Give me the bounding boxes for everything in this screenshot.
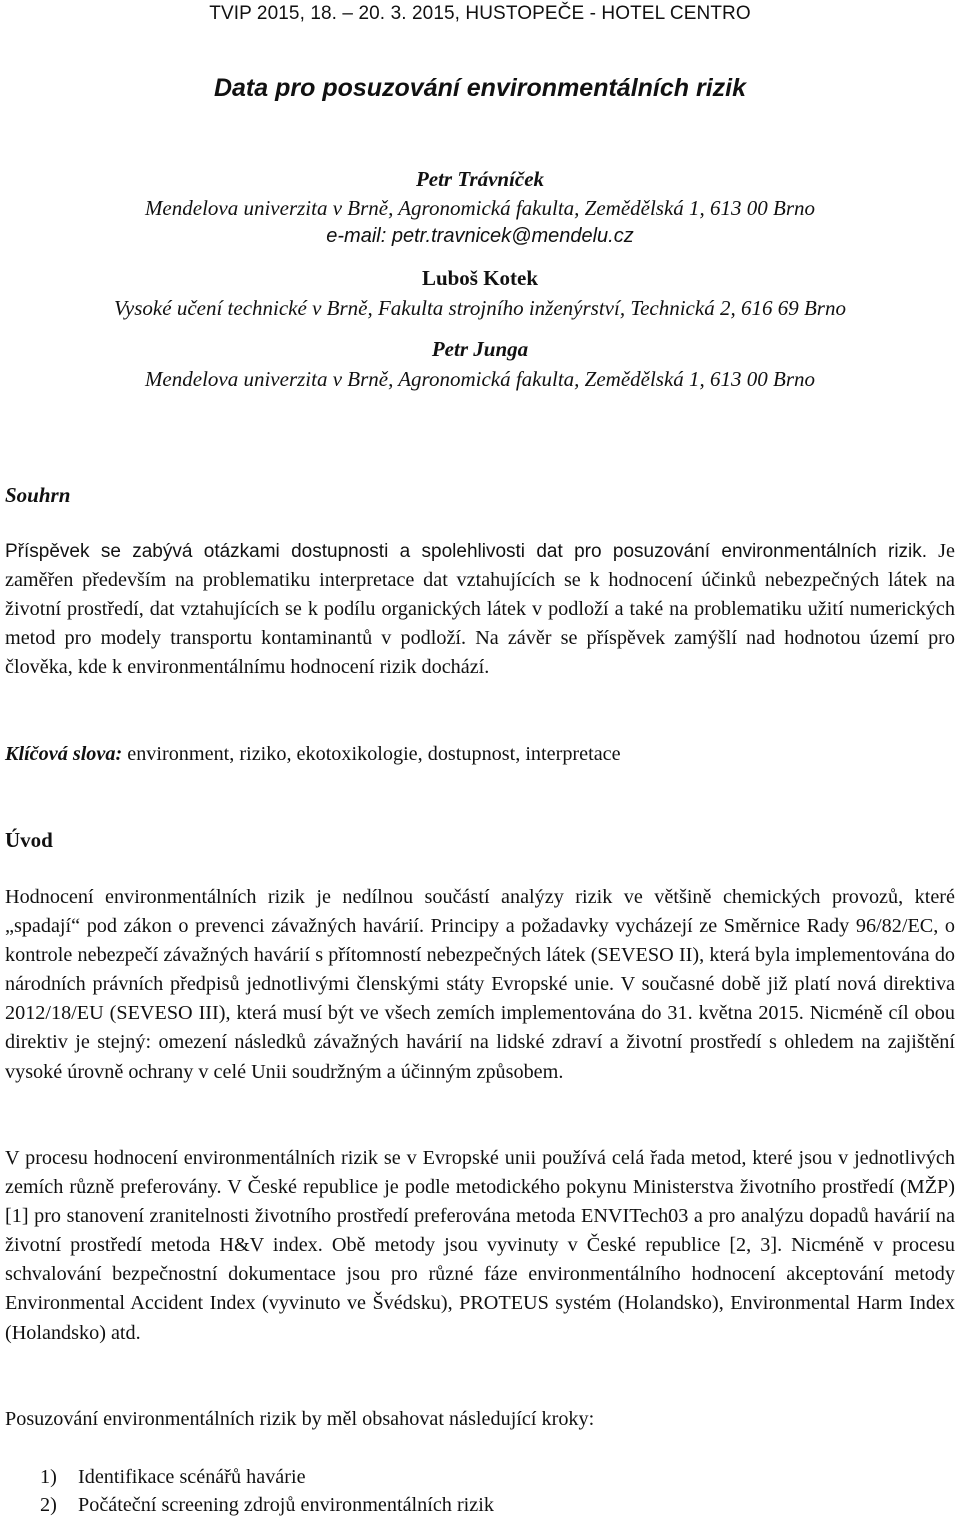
intro-paragraph-1: Hodnocení environmentálních rizik je nedílnou součástí analýzy rizik ve většině chemických provozů, které „spadají“ pod zákon o prevenci závažných havárií. Principy a požadavky vycházejí ze Směrnice Rady 96/82/EC, o kontrole nebezpečí závažných havárií s přítomností nebezpečných látek (SEVESO II), která byla implementována do národních právních předpisů jednotlivými členskými státy Evropské unie. V současné době již platí nová direktiva 2012/18/EU (SEVESO III), která musí být ve všech zemích implementována do 31. května 2015. Nicméně cíl obou direktiv je stejný: omezení následků závažných havárií na lidské zdraví a životní prostředí s ohledem na zajištění vysoké úrovně ochrany v celé Unii soudržným a účinným způsobem. <box>5 886 955 1083</box>
summary-paragraph <box>5 537 955 682</box>
list-item-text: Identifikace scénářů havárie <box>78 1466 306 1488</box>
keywords-line <box>5 740 955 768</box>
conference-header: TVIP 2015, 18. – 20. 3. 2015, HUSTOPEČE - HOTEL CENTRO <box>209 3 751 24</box>
steps-list <box>40 1463 494 1519</box>
summary-text-sans: Příspěvek se zabývá otázkami dostupnosti a spolehlivosti dat pro posuzování environmentálních rizik. <box>5 541 928 562</box>
author-name-1: Petr Trávníček <box>415 167 545 191</box>
keywords-text: environment, riziko, ekotoxikologie, dostupnost, interpretace <box>122 743 621 765</box>
author-affiliation-3: Mendelova univerzita v Brně, Agronomická fakulta, Zemědělská 1, 613 00 Brno <box>144 367 816 391</box>
author-name-2: Luboš Kotek <box>421 266 539 290</box>
summary-text-serif: Je zaměřen především na problematiku interpretace dat vztahujících se k hodnocení účinků nebezpečných látek na životní prostředí, dat vztahujících se k podílu organických látek v podloží a také na problematiku užití numerických metod pro modely transportu kontaminantů v podloží. Na závěr se příspěvek zamýšlí nad hodnotou území pro člověka, kde k environmentálnímu hodnocení rizik dochází. <box>5 540 955 679</box>
list-item-number: 2) <box>40 1494 57 1516</box>
list-item <box>40 1463 494 1491</box>
intro-heading: Úvod <box>5 828 53 852</box>
author-email-1[interactable]: e-mail: petr.travnicek@mendelu.cz <box>326 225 634 247</box>
list-item-text: Počáteční screening zdrojů environmentálních rizik <box>78 1494 494 1516</box>
list-item-number: 1) <box>40 1466 57 1488</box>
summary-heading: Souhrn <box>5 483 71 507</box>
paper-title: Data pro posuzování environmentálních rizik <box>213 74 747 102</box>
steps-intro: Posuzování environmentálních rizik by měl obsahovat následující kroky: <box>5 1408 595 1430</box>
list-item <box>40 1491 494 1519</box>
author-name-3: Petr Junga <box>431 337 529 361</box>
keywords-label: Klíčová slova: <box>5 743 123 765</box>
intro-paragraph-2: V procesu hodnocení environmentálních rizik se v Evropské unii používá celá řada metod, které jsou v jednotlivých zemích různě preferovány. V České republice je podle metodického pokynu Ministerstva životního prostředí (MŽP) [1] pro stanovení zranitelnosti životního prostředí preferována metoda ENVITech03 a pro analýzu dopadů havárií na životní prostředí metoda H&V index. Obě metody jsou vyvinuty v České republice [2, 3]. Nicméně v procesu schvalování bezpečnostní dokumentace jsou pro různé fáze environmentálního hodnocení akceptování metody Environmental Accident Index (vyvinuto ve Švédsku), PROTEUS systém (Holandsko), Environmental Harm Index (Holandsko) atd. <box>5 1147 955 1344</box>
author-affiliation-1: Mendelova univerzita v Brně, Agronomická fakulta, Zemědělská 1, 613 00 Brno <box>144 196 816 220</box>
author-affiliation-2: Vysoké učení technické v Brně, Fakulta strojního inženýrství, Technická 2, 616 69 Brno <box>114 296 846 320</box>
